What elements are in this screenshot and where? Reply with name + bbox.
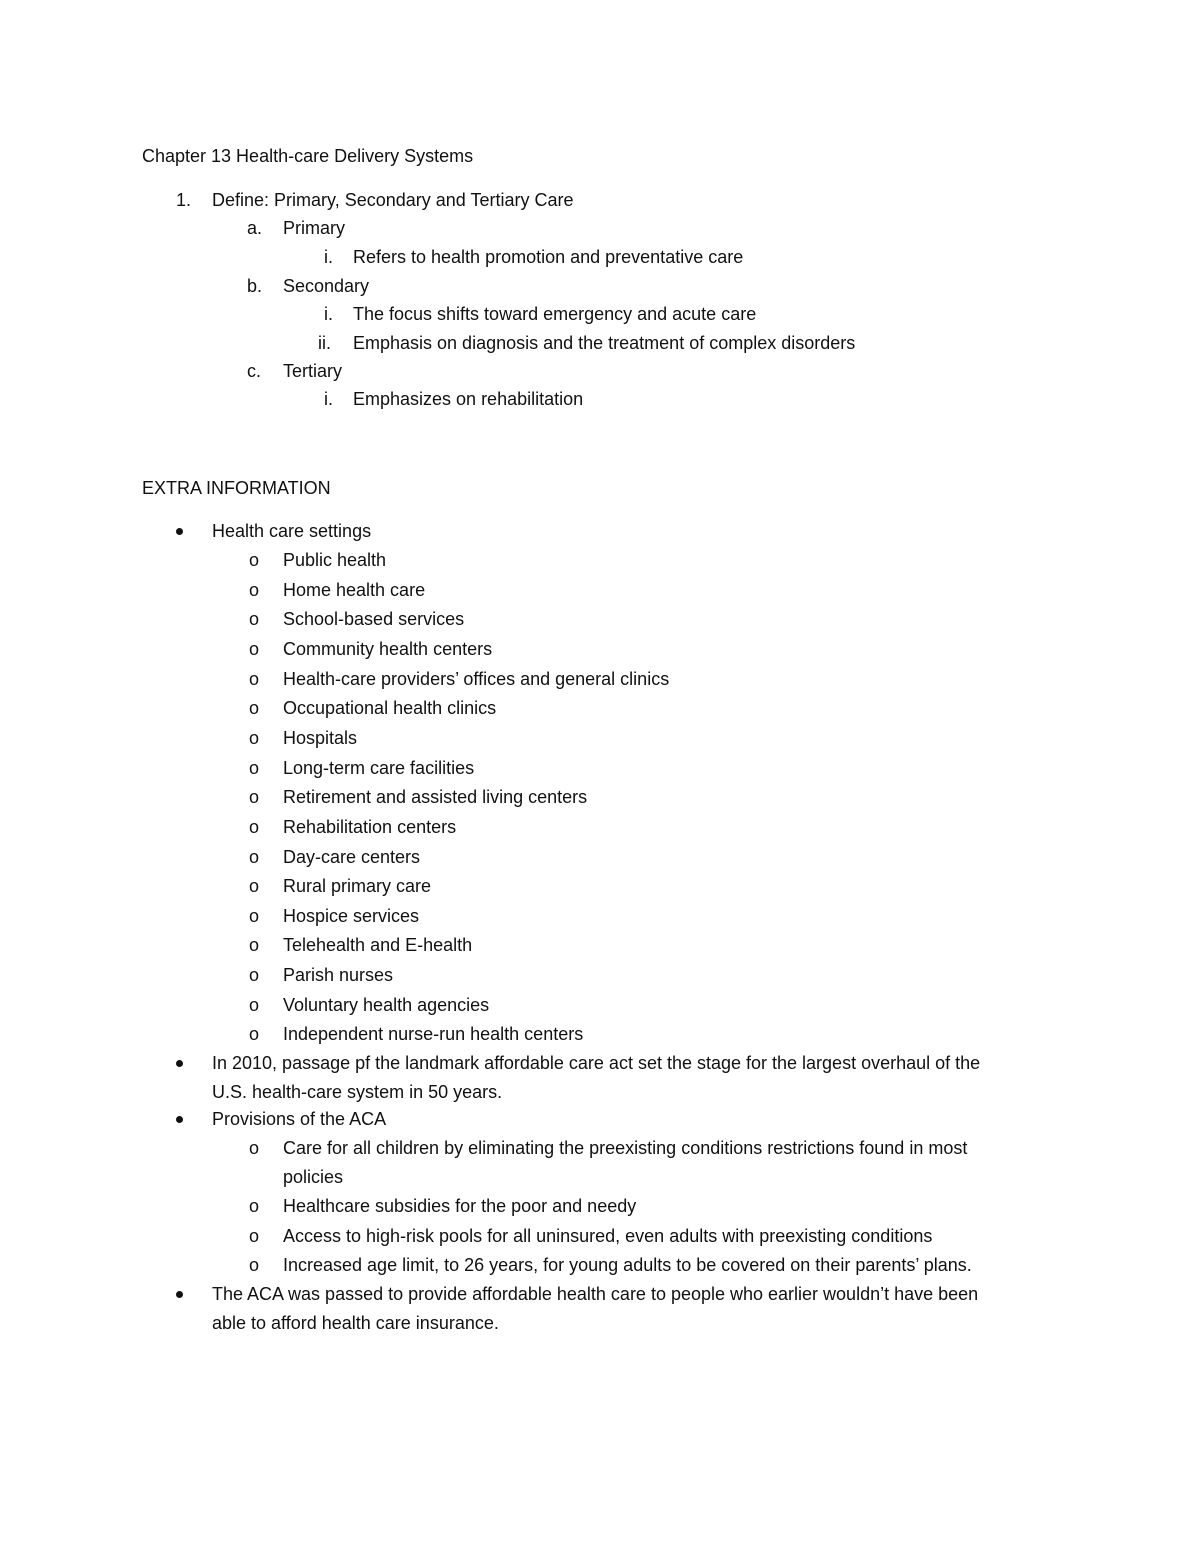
- bullet-icon: [176, 1291, 183, 1298]
- list-item-text: Emphasis on diagnosis and the treatment of complex disorders: [353, 333, 856, 353]
- provision-item: Increased age limit, to 26 years, for young adults to be covered on their parents’ plans.: [283, 1255, 972, 1275]
- list-item-text: The focus shifts toward emergency and acute care: [353, 304, 757, 324]
- setting-item: Health-care providers’ offices and general clinics: [283, 669, 670, 689]
- provision-item: Healthcare subsidies for the poor and needy: [283, 1196, 637, 1216]
- list-numeral: ii.: [318, 333, 331, 353]
- sub-bullet-icon: o: [249, 1024, 260, 1044]
- sub-bullet-icon: o: [249, 847, 260, 867]
- provision-item: Care for all children by eliminating the preexisting conditions restrictions found in most: [283, 1138, 968, 1158]
- sub-bullet-icon: o: [249, 669, 260, 689]
- bullet-icon: [176, 1116, 183, 1123]
- section-number: 1.: [176, 190, 192, 210]
- list-letter: b.: [247, 276, 263, 296]
- setting-item: School-based services: [283, 609, 465, 629]
- list-numeral: i.: [324, 389, 333, 409]
- bullet-item-aca-2010: In 2010, passage pf the landmark affordable care act set the stage for the largest overhaul of the: [212, 1053, 981, 1073]
- setting-item: Long-term care facilities: [283, 758, 475, 778]
- setting-item: Home health care: [283, 580, 426, 600]
- sub-bullet-icon: o: [249, 787, 260, 807]
- list-letter: c.: [247, 361, 262, 381]
- setting-item: Voluntary health agencies: [283, 995, 490, 1015]
- list-item-text: Emphasizes on rehabilitation: [353, 389, 584, 409]
- bullet-item-settings: Health care settings: [212, 521, 372, 541]
- bullet-icon: [176, 1060, 183, 1067]
- setting-item: Telehealth and E-health: [283, 935, 473, 955]
- setting-item: Independent nurse-run health centers: [283, 1024, 584, 1044]
- sub-bullet-icon: o: [249, 698, 260, 718]
- bullet-item-aca-2010-cont: U.S. health-care system in 50 years.: [212, 1082, 503, 1102]
- sub-bullet-icon: o: [249, 817, 260, 837]
- bullet-icon: [176, 528, 183, 535]
- sub-bullet-icon: o: [249, 995, 260, 1015]
- sub-bullet-icon: o: [249, 1196, 260, 1216]
- setting-item: Occupational health clinics: [283, 698, 497, 718]
- setting-item: Hospice services: [283, 906, 420, 926]
- provision-item-cont: policies: [283, 1167, 344, 1187]
- sub-bullet-icon: o: [249, 1138, 260, 1158]
- provision-item: Access to high-risk pools for all uninsured, even adults with preexisting conditions: [283, 1226, 933, 1246]
- list-numeral: i.: [324, 304, 333, 324]
- list-numeral: i.: [324, 247, 333, 267]
- list-item-primary: Primary: [283, 218, 345, 238]
- list-item-tertiary: Tertiary: [283, 361, 343, 381]
- sub-bullet-icon: o: [249, 550, 260, 570]
- list-item-secondary: Secondary: [283, 276, 370, 296]
- sub-bullet-icon: o: [249, 1226, 260, 1246]
- setting-item: Hospitals: [283, 728, 358, 748]
- page-title: Chapter 13 Health-care Delivery Systems: [142, 146, 474, 166]
- sub-bullet-icon: o: [249, 639, 260, 659]
- sub-bullet-icon: o: [249, 876, 260, 896]
- sub-bullet-icon: o: [249, 935, 260, 955]
- setting-item: Rehabilitation centers: [283, 817, 457, 837]
- bullet-item-provisions: Provisions of the ACA: [212, 1109, 387, 1129]
- setting-item: Day-care centers: [283, 847, 421, 867]
- bullet-item-aca-purpose: The ACA was passed to provide affordable health care to people who earlier wouldn’t have been: [212, 1284, 979, 1304]
- bullet-item-aca-purpose-cont: able to afford health care insurance.: [212, 1313, 499, 1333]
- setting-item: Public health: [283, 550, 387, 570]
- setting-item: Community health centers: [283, 639, 493, 659]
- sub-bullet-icon: o: [249, 728, 260, 748]
- sub-bullet-icon: o: [249, 906, 260, 926]
- section-heading: Define: Primary, Secondary and Tertiary Care: [212, 190, 574, 210]
- setting-item: Rural primary care: [283, 876, 432, 896]
- sub-bullet-icon: o: [249, 758, 260, 778]
- list-letter: a.: [247, 218, 263, 238]
- sub-bullet-icon: o: [249, 580, 260, 600]
- sub-bullet-icon: o: [249, 965, 260, 985]
- sub-bullet-icon: o: [249, 609, 260, 629]
- list-item-text: Refers to health promotion and preventative care: [353, 247, 744, 267]
- setting-item: Retirement and assisted living centers: [283, 787, 588, 807]
- extra-information-heading: EXTRA INFORMATION: [142, 478, 331, 498]
- sub-bullet-icon: o: [249, 1255, 260, 1275]
- setting-item: Parish nurses: [283, 965, 394, 985]
